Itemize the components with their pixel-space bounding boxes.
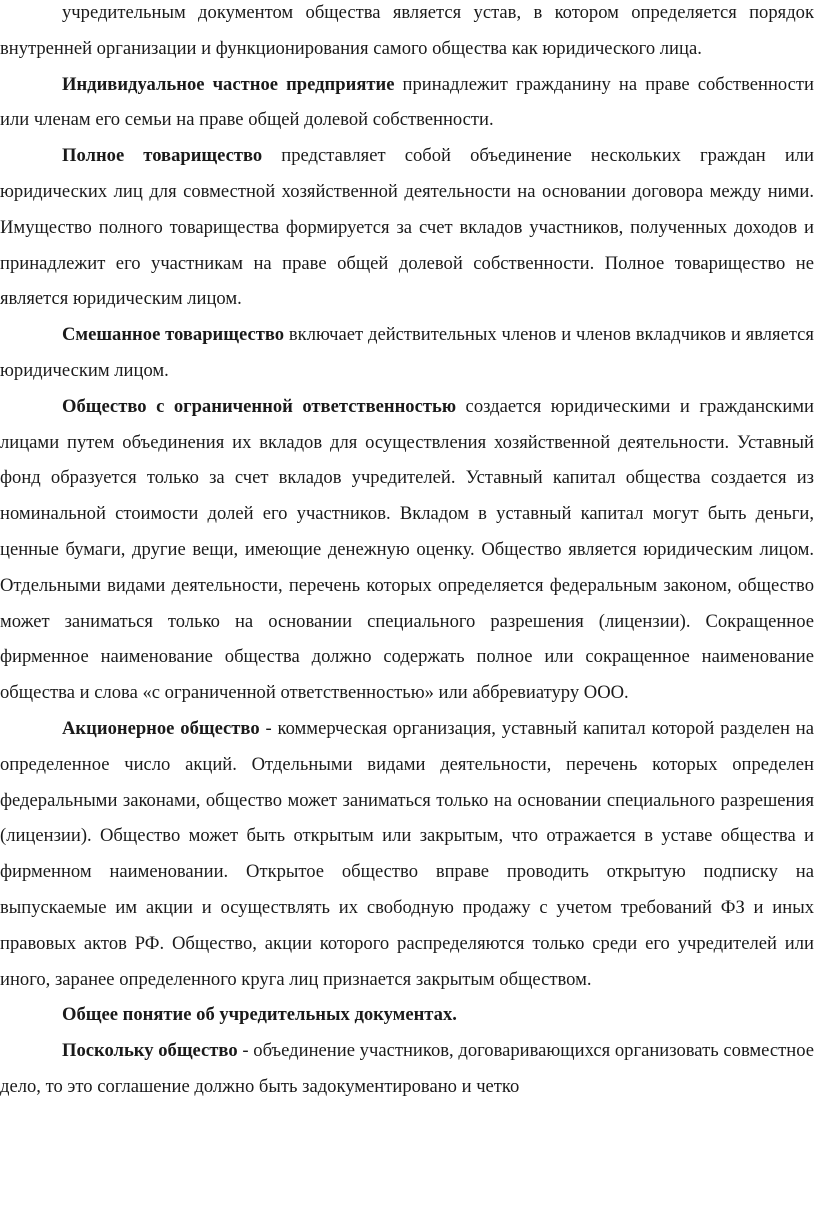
paragraph-joint-stock-company xyxy=(0,711,814,997)
paragraph-text: представляет собой объединение нескольких граждан или юридических лиц для совместной хозяйственной деятельности на основании договора между ними. Имущество полного товарищества формируется за счет вкладов участников, полученных доходов и принадлежит его участникам на праве общей долевой собственности. Полное товарищество не является юридическим лицом. xyxy=(0,145,814,310)
term-mixed-partnership: Смешанное товарищество xyxy=(62,324,285,346)
paragraph-charter xyxy=(0,0,814,67)
paragraph-mixed-partnership xyxy=(0,317,814,389)
paragraph-individual-private-enterprise xyxy=(0,67,814,139)
paragraph-llc xyxy=(0,389,814,711)
paragraph-full-partnership xyxy=(0,138,814,317)
section-heading-founding-documents xyxy=(0,997,814,1033)
term-full-partnership: Полное товарищество xyxy=(62,145,263,167)
paragraph-text: - объединение участников, договаривающихся организовать совместное дело, то это соглашение должно быть задокументировано и четко xyxy=(0,1040,814,1097)
paragraph-text: принадлежит гражданину на праве собственности или членам его семьи на праве общей долевой собственности. xyxy=(0,73,814,131)
term-joint-stock-company: Акционерное общество xyxy=(62,717,260,739)
term-individual-private-enterprise: Индивидуальное частное предприятие xyxy=(62,73,395,95)
term-company: Поскольку общество xyxy=(62,1040,238,1062)
paragraph-text: учредительным документом общества является устав, в котором определяется порядок внутренней организации и функционирования самого общества как юридического лица. xyxy=(0,2,814,59)
paragraph-text: включает действительных членов и членов вкладчиков и является юридическим лицом. xyxy=(0,324,814,381)
section-heading-text: Общее понятие об учредительных документах. xyxy=(62,1004,457,1026)
paragraph-company-as-union xyxy=(0,1033,814,1105)
paragraph-text: создается юридическими и гражданскими лицами путем объединения их вкладов для осуществления хозяйственной деятельности. Уставный фонд образуется только за счет вкладов учредителей. Уставный капитал общества создается из номинальной стоимости долей его участников. Вкладом в уставный капитал могут быть деньги, ценные бумаги, другие вещи, имеющие денежную оценку. Общество является юридическим лицом. Отдельными видами деятельности, перечень которых определяется федеральным законом, общество может заниматься только на основании специального разрешения (лицензии). Сокращенное фирменное наименование общества должно содержать полное или сокращенное наименование общества и слова «с ограниченной ответственностью» или аббревиатуру ООО. xyxy=(0,395,814,704)
term-llc: Общество с ограниченной ответственностью xyxy=(62,395,457,417)
paragraph-text: - коммерческая организация, уставный капитал которой разделен на определенное число акций. Отдельными видами деятельности, перечень которых определен федеральными законами, общество может заниматься только на основании специального разрешения (лицензии). Общество может быть открытым или закрытым, что отражается в уставе общества и фирменном наименовании. Открытое общество вправе проводить открытую подписку на выпускаемые им акции и осуществлять их свободную продажу с учетом требований ФЗ и иных правовых актов РФ. Общество, акции которого распределяются только среди его учредителей или иного, заранее определенного круга лиц признается закрытым обществом. xyxy=(0,717,814,990)
